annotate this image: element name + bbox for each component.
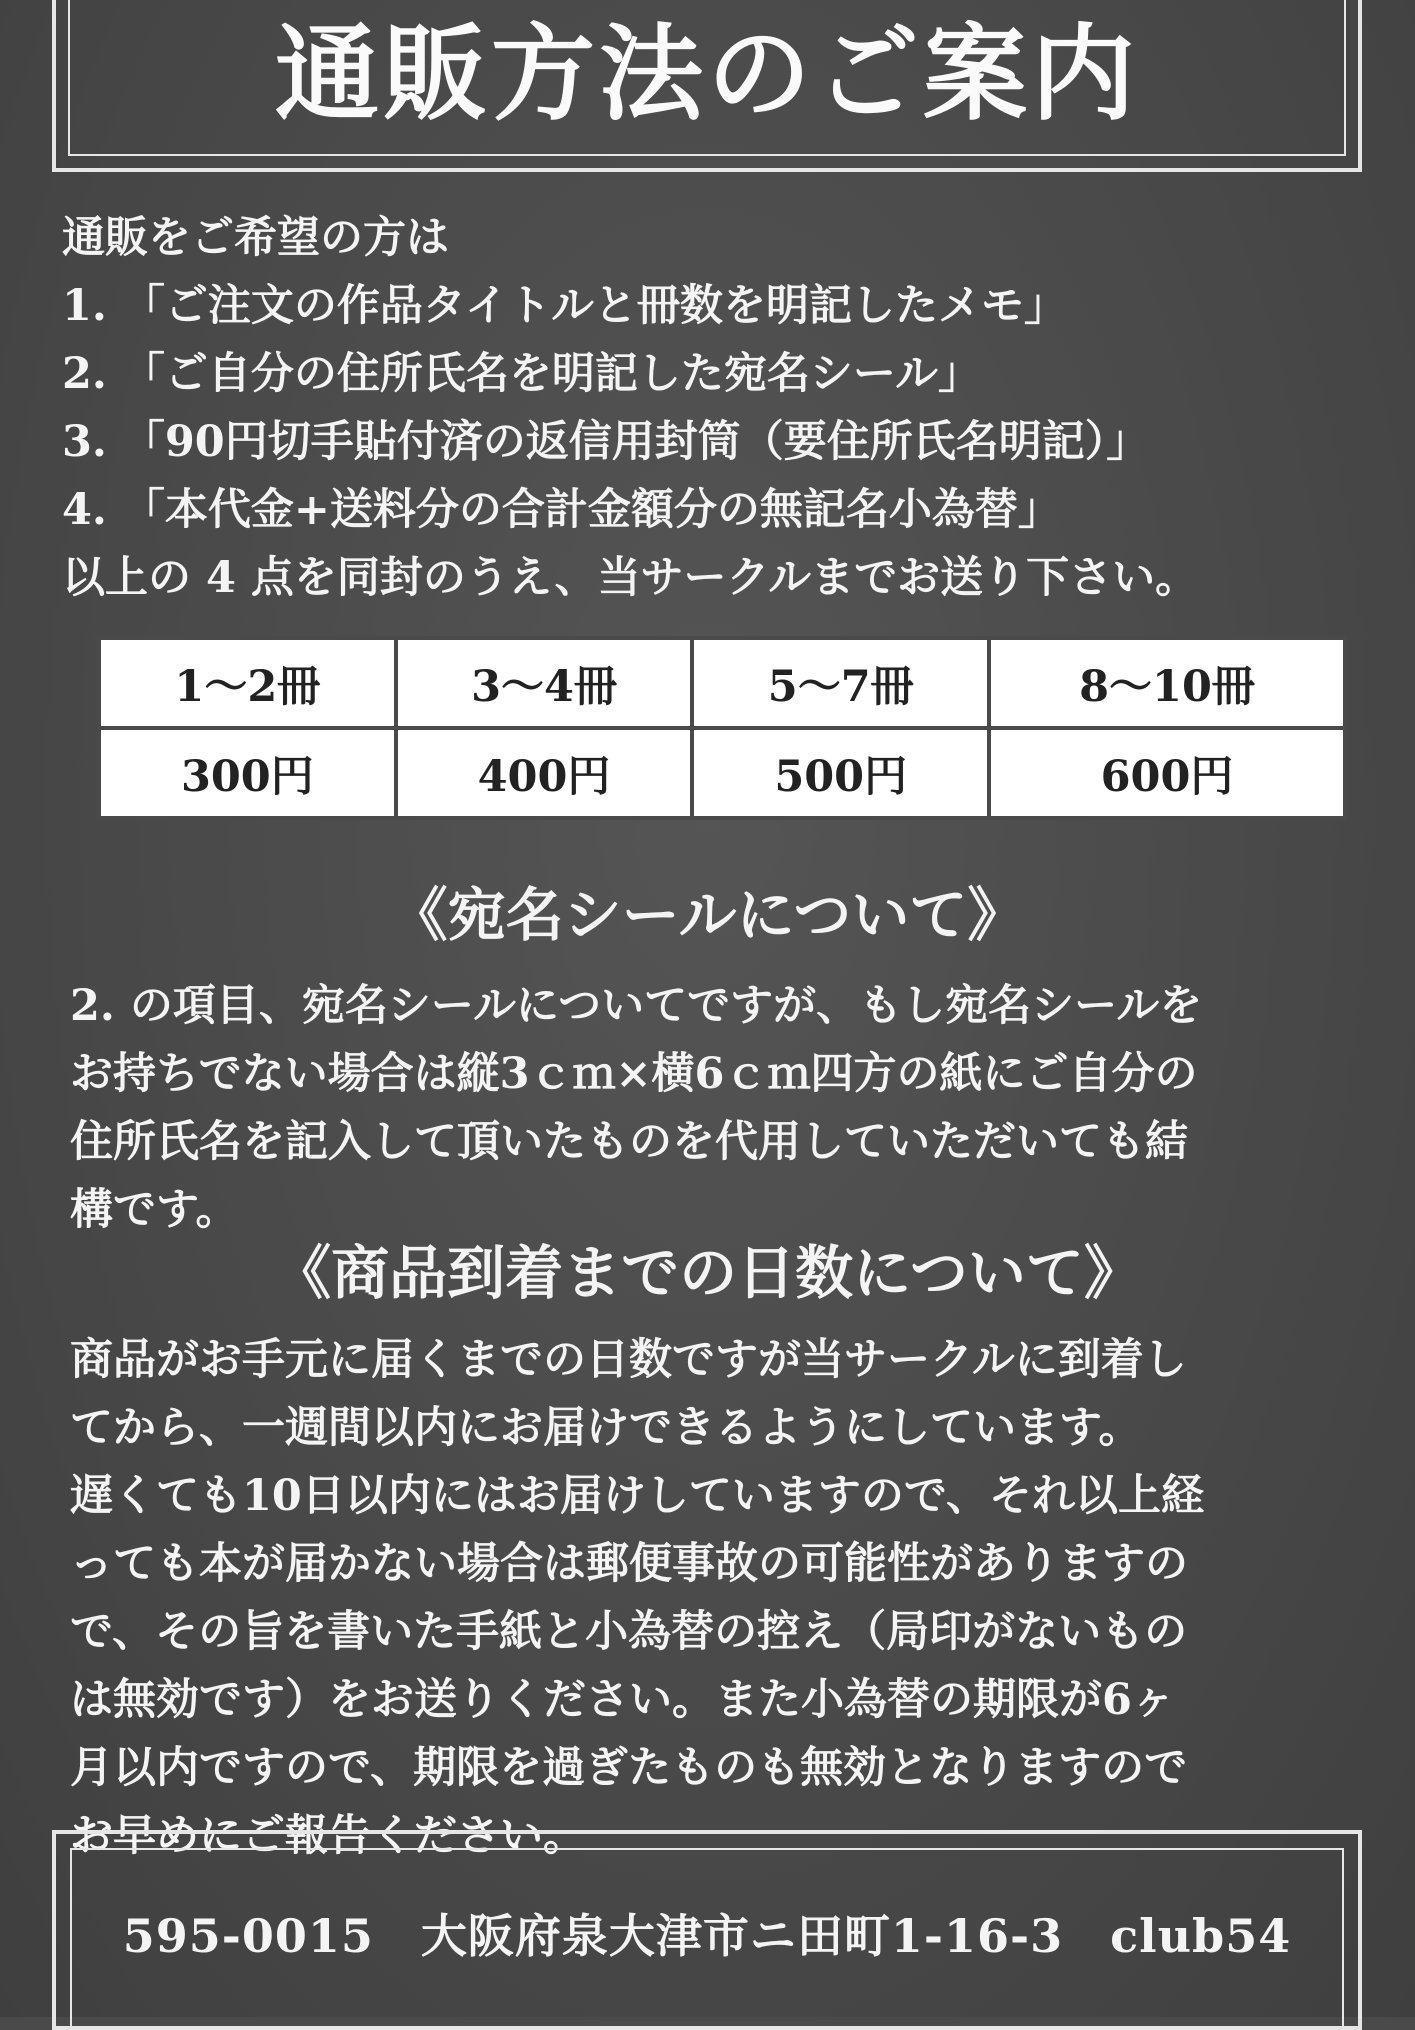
label-section-body	[70, 972, 1400, 1244]
intro-line: 1. 「ご注文の作品タイトルと冊数を明記したメモ」	[62, 281, 1067, 331]
intro-instructions	[62, 204, 1392, 612]
label-line: 住所氏名を記入して頂いたものを代用していただいても結	[70, 1117, 1188, 1167]
delivery-line: 遅くても10日以内にはお届けしていますので、それ以上経	[70, 1471, 1204, 1521]
circle-address: 595-0015 大阪府泉大津市ニ田町1-16-3 club54	[122, 1909, 1292, 1963]
delivery-section-body	[70, 1326, 1400, 1870]
intro-line: 4. 「本代金+送料分の合計金額分の無記名小為替」	[62, 485, 1061, 535]
intro-line: 3. 「90円切手貼付済の返信用封筒（要住所氏名明記）」	[62, 417, 1150, 467]
fee-header-cell: 8～10冊	[989, 638, 1345, 728]
label-line: お持ちでない場合は縦3ｃｍ×横6ｃｍ四方の紙にご自分の	[70, 1049, 1198, 1099]
fee-header-cell: 3～4冊	[396, 638, 693, 728]
delivery-section-heading: 《商品到着までの日数について》	[273, 1239, 1142, 1307]
label-section-heading: 《宛名シールについて》	[389, 881, 1026, 949]
fee-value-cell: 300円	[99, 728, 396, 818]
label-line: 2. の項目、宛名シールについてですが、もし宛名シールを	[70, 981, 1203, 1031]
delivery-line: てから、一週間以内にお届けできるようにしています。	[70, 1403, 1142, 1453]
fee-value-cell: 400円	[396, 728, 693, 818]
delivery-line: で、その旨を書いた手紙と小為替の控え（局印がないもの	[70, 1607, 1188, 1657]
delivery-line: 月以内ですので、期限を過ぎたものも無効となりますので	[70, 1743, 1188, 1793]
label-line: 構です。	[70, 1185, 239, 1235]
shipping-fee-table	[97, 636, 1347, 820]
delivery-line: 商品がお手元に届くまでの日数ですが当サークルに到着し	[70, 1335, 1187, 1385]
fee-header-row	[99, 638, 1345, 728]
delivery-line: は無効です）をお送りください。また小為替の期限が6ヶ	[70, 1675, 1175, 1725]
delivery-line: お早めにご報告ください。	[70, 1811, 586, 1861]
delivery-line: っても本が届かない場合は郵便事故の可能性がありますの	[70, 1539, 1188, 1589]
fee-header-cell: 5～7冊	[692, 638, 989, 728]
fee-value-cell: 600円	[989, 728, 1345, 818]
page-title: 通販方法のご案内	[274, 12, 1139, 135]
fee-header-cell: 1～2冊	[99, 638, 396, 728]
intro-line: 以上の 4 点を同封のうえ、当サークルまでお送り下さい。	[62, 553, 1199, 603]
fee-value-cell: 500円	[692, 728, 989, 818]
intro-line: 通販をご希望の方は	[62, 213, 449, 263]
intro-line: 2. 「ご自分の住所氏名を明記した宛名シール」	[62, 349, 981, 399]
fee-value-row	[99, 728, 1345, 818]
